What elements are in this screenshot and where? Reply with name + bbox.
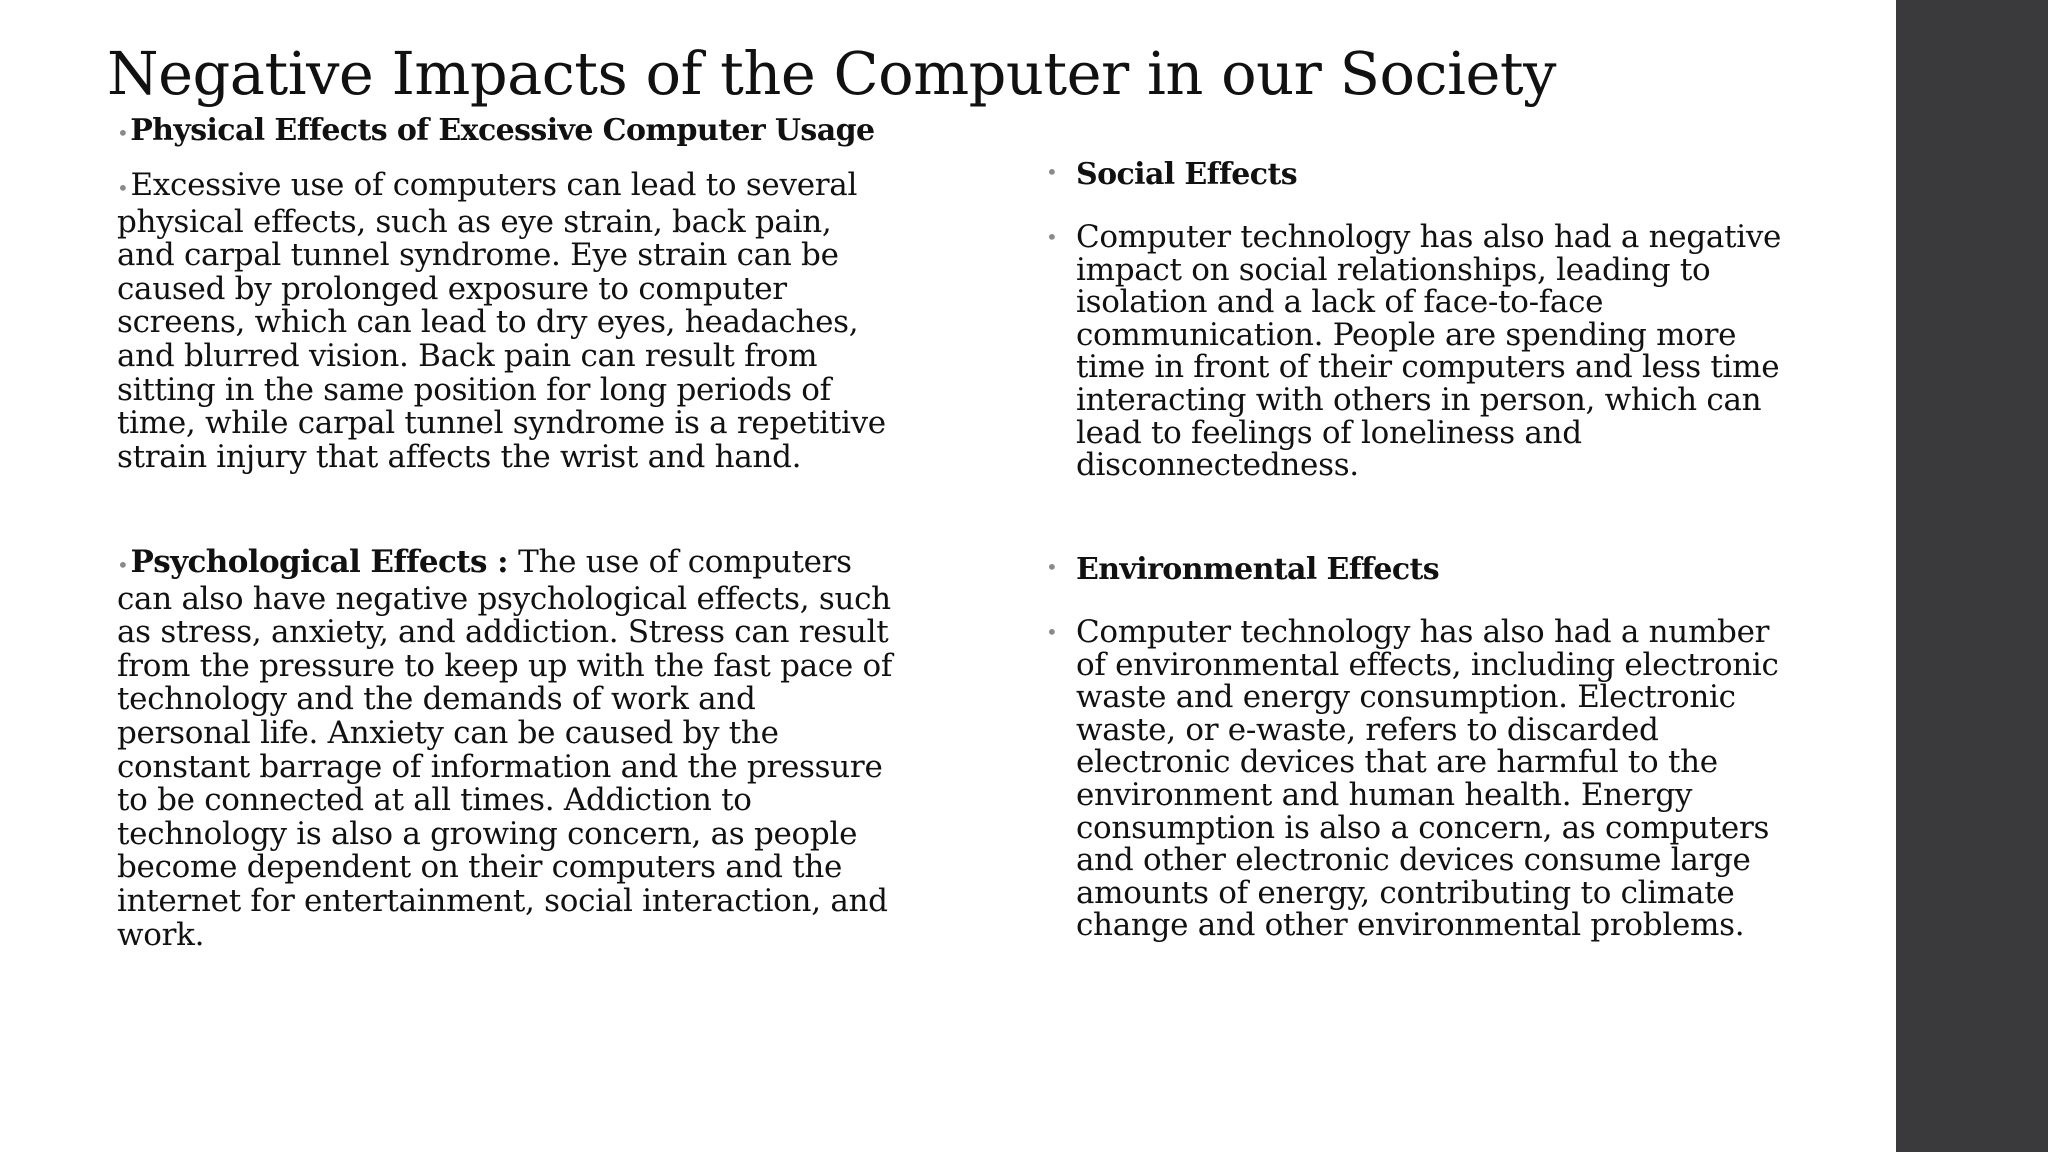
bullet-icon: • (1046, 160, 1058, 184)
environmental-effects-heading-text: Environmental Effects (1076, 552, 1440, 587)
bullet-icon: • (117, 121, 129, 145)
bullet-icon: • (1046, 555, 1058, 579)
social-effects-heading-text: Social Effects (1076, 157, 1297, 192)
bullet-icon: • (117, 553, 129, 577)
psychological-effects-paragraph (117, 546, 897, 952)
psychological-effects-body-text: The use of computers can also have negative psychological effects, such as stress, anxiety, and addiction. Stress can result from the pressure to keep up with the fast pace of technology and the demands of work and personal life. Anxiety can be caused by the constant barrage of information and the pressure to be connected at all times. Addiction to technology is also a growing concern, as people become dependent on their computers and the internet for entertainment, social interaction, and work. (117, 544, 893, 953)
environmental-effects-body-text: Computer technology has also had a number of environmental effects, including electronic waste and energy consumption. Electronic waste, or e-waste, refers to discarded electronic devices that are harmful to the environment and human health. Energy consumption is also a concern, as computers and other electronic devices consume large amounts of energy, contributing to climate change and other environmental problems. (1076, 614, 1779, 944)
physical-effects-body-text: Excessive use of computers can lead to several physical effects, such as eye strain, back pain, and carpal tunnel syndrome. Eye strain can be caused by prolonged exposure to computer screens, which can lead to dry eyes, headaches, and blurred vision. Back pain can result from sitting in the same position for long periods of time, while carpal tunnel syndrome is a repetitive strain injury that affects the wrist and hand. (117, 167, 886, 475)
psychological-effects-heading: Psychological Effects (130, 544, 487, 580)
side-bar (1896, 0, 2048, 1152)
bullet-icon: • (117, 176, 129, 200)
social-effects-body-text: Computer technology has also had a negative impact on social relationships, leading to isolation and a lack of face-to-face communication. People are spending more time in front of their computers and less time interacting with others in person, which can lead to feelings of loneliness and disconnectedness. (1076, 219, 1782, 484)
physical-effects-body (117, 169, 897, 474)
psychological-separator: : (486, 544, 519, 580)
physical-effects-heading (117, 112, 874, 152)
bullet-icon: • (1046, 620, 1058, 644)
bullet-icon: • (1046, 225, 1058, 249)
slide-title: Negative Impacts of the Computer in our Society (107, 39, 1556, 108)
physical-effects-heading-text: Physical Effects of Excessive Computer Usage (130, 113, 875, 148)
